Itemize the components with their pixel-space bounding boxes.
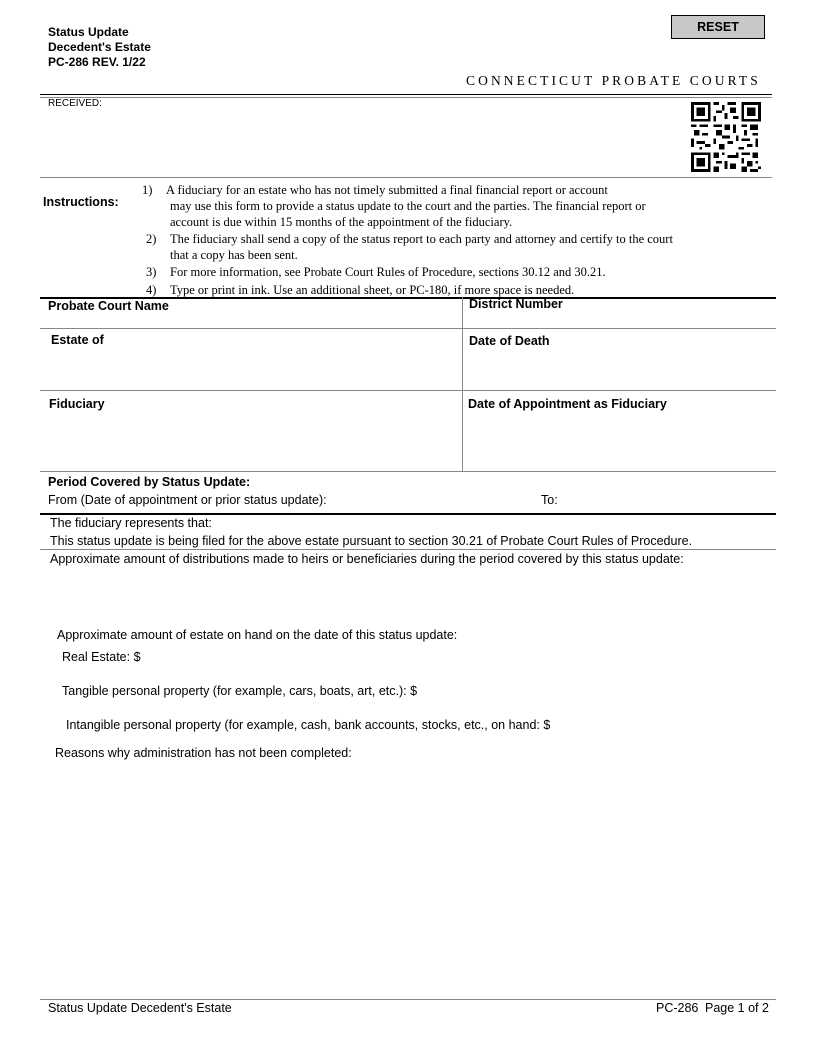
probate-court-name-field[interactable]: Probate Court Name bbox=[48, 299, 169, 313]
period-from-field[interactable]: From (Date of appointment or prior status update): bbox=[48, 493, 327, 507]
instruction-2-line2: that a copy has been sent. bbox=[170, 248, 298, 262]
received-label: RECEIVED: bbox=[48, 98, 102, 109]
form-subtitle: Decedent's Estate bbox=[48, 40, 151, 54]
district-number-field[interactable]: District Number bbox=[469, 297, 563, 311]
real-estate-field[interactable]: Real Estate: $ bbox=[62, 650, 141, 664]
received-box-bottom bbox=[40, 177, 772, 178]
instruction-1-line1: A fiduciary for an estate who has not timely submitted a final financial report or account bbox=[166, 183, 608, 197]
period-title: Period Covered by Status Update: bbox=[48, 475, 251, 489]
estate-of-field[interactable]: Estate of bbox=[51, 333, 104, 347]
footer-title: Status Update Decedent's Estate bbox=[48, 1001, 232, 1015]
footer-rule bbox=[40, 999, 776, 1000]
instruction-2-line1: The fiduciary shall send a copy of the status report to each party and attorney and certify to the court bbox=[170, 232, 673, 246]
qr-code-icon bbox=[691, 102, 761, 172]
instruction-1-number: 1) bbox=[142, 183, 153, 197]
header-rule-thin bbox=[40, 97, 772, 98]
reset-button[interactable]: RESET bbox=[671, 15, 765, 39]
date-of-death-field[interactable]: Date of Death bbox=[469, 334, 550, 348]
form-title: Status Update bbox=[48, 25, 129, 39]
instruction-1-line3: account is due within 15 months of the appointment of the fiduciary. bbox=[170, 215, 513, 229]
instruction-1-line2: may use this form to provide a status update to the court and the parties. The financial report or bbox=[170, 199, 646, 213]
statement-rule bbox=[40, 549, 776, 550]
representation-top-rule bbox=[40, 513, 776, 515]
instruction-2-number: 2) bbox=[146, 232, 157, 246]
row-rule-2 bbox=[40, 390, 776, 391]
footer-page-number: Page 1 of 2 bbox=[705, 1001, 769, 1015]
court-name: CONNECTICUT PROBATE COURTS bbox=[466, 73, 761, 88]
on-hand-title: Approximate amount of estate on hand on the date of this status update: bbox=[57, 628, 458, 642]
distributions-field[interactable]: Approximate amount of distributions made to heirs or beneficiaries during the period covered by this status update: bbox=[50, 552, 684, 566]
fiduciary-field[interactable]: Fiduciary bbox=[49, 397, 105, 411]
footer-form-number: PC-286 bbox=[656, 1001, 699, 1015]
fields-divider bbox=[462, 297, 463, 471]
intangible-property-field[interactable]: Intangible personal property (for example, cash, bank accounts, stocks, etc., on hand: $ bbox=[66, 718, 551, 732]
form-number: PC-286 REV. 1/22 bbox=[48, 55, 146, 69]
representation-intro: The fiduciary represents that: bbox=[50, 516, 212, 530]
header-rule bbox=[40, 94, 772, 95]
row-rule-3 bbox=[40, 471, 776, 472]
reasons-field[interactable]: Reasons why administration has not been completed: bbox=[55, 746, 352, 760]
date-of-appointment-field[interactable]: Date of Appointment as Fiduciary bbox=[468, 397, 667, 411]
instruction-3-number: 3) bbox=[146, 265, 157, 279]
instructions-label: Instructions: bbox=[43, 195, 119, 209]
row-rule-1 bbox=[40, 328, 776, 329]
instruction-3-line1: For more information, see Probate Court Rules of Procedure, sections 30.12 and 30.21. bbox=[170, 265, 606, 279]
instruction-4-line1: Type or print in ink. Use an additional sheet, or PC-180, if more space is needed. bbox=[170, 283, 575, 297]
representation-statement: This status update is being filed for the above estate pursuant to section 30.21 of Probate Court Rules of Procedure. bbox=[50, 534, 693, 548]
period-to-field[interactable]: To: bbox=[541, 493, 558, 507]
tangible-property-field[interactable]: Tangible personal property (for example, cars, boats, art, etc.): $ bbox=[62, 684, 418, 698]
instruction-4-number: 4) bbox=[146, 283, 157, 297]
